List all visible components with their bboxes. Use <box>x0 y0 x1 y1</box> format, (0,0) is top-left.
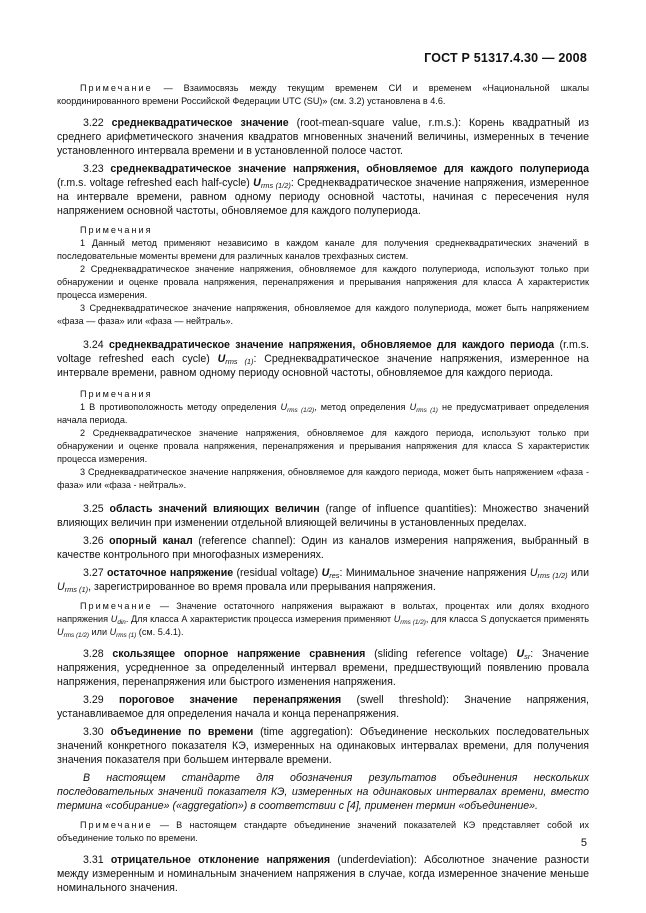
definition-3-24: 3.24 среднеквадратическое значение напряжения, обновляемое для каждого периода (r.m.s. voltage refreshed each cycle) $U_{rms (1)}$: Среднеквадратическое значение напряжения, измеренное на интервале времени, равном одному периоду основной частоты, обновляемое для каждого периода. <box>57 339 589 379</box>
definition-3-31: 3.31 отрицательное отклонение напряжения (underdeviation): Абсолютное значение разности между измеренным и номинальным значением напряжения в случае, когда измеренное значение меньше номинального значения. <box>57 854 590 894</box>
definition-3-27: 3.27 остаточное напряжение (residual voltage) $U_{res}$: Минимальное значение напряжения $U_{rms (1/2)}$ или $U_{rms (1)}$, зарегистрированное во время провала или прерывания напряжения. <box>57 567 589 594</box>
definition-3-28: 3.28 скользящее опорное напряжение сравнения (sliding reference voltage) $U_{sr}$: Значение напряжения, усредненное за определенный интервал времени, предшествующий появлению провала напряжения, перенапряжения или быстрого изменения напряжения. <box>57 648 589 688</box>
definition-3-29: 3.29 пороговое значение перенапряжения (swell threshold): Значение напряжения, устанавливаемое для определения начала и конца перенапряжения. <box>57 694 590 720</box>
notes-3-23-label: Примечания <box>80 225 153 235</box>
note-3-23-1: 1 Данный метод применяют независимо в каждом канале для получения среднеквадратических значений в последовательные моменты времени для различных каналов трехфазных систем. <box>57 238 589 261</box>
definition-3-25: 3.25 область значений влияющих величин (range of influence quantities): Множество значений влияющих величин при изменении отдельной влияющей величины в установленных пределах. <box>57 503 589 529</box>
note-3-24-2: 2 Среднеквадратическое значение напряжения, обновляемое для каждого периода, используют только при обнаружении и оценке провала напряжения, перенапряжения и прерывания напряжения для класса S характеристик процесса измерения. <box>57 428 589 464</box>
page-number: 5 <box>580 837 587 849</box>
note-3-27: Примечание — Значение остаточного напряжения выражают в вольтах, процентах или долях входного напряжения $U_{din}$. Для класса А характеристик процесса измерения применяют $U_{rms (1/2)}$, для класса S допускается применять $U_{rms (1/2)}$ или $U_{rms (1)}$ (см. 5.4.1). <box>57 601 589 639</box>
definition-3-26: 3.26 опорный канал (reference channel): Один из каналов измерения напряжения, выбранный в качестве контрольного при многофазных измерениях. <box>57 535 590 561</box>
page-body <box>57 82 589 895</box>
note-3-24-3: 3 Среднеквадратическое значение напряжения, обновляемое для каждого периода, может быть напряжением «фаза - фаза» или «фаза - нейтраль». <box>57 467 589 490</box>
note-utc: Примечание — Взаимосвязь между текущим временем СИ и временем «Национальной шкалы координированного времени Российской Федерации UTC (SU)» (см. 3.2) установлена в 4.6. <box>57 83 589 106</box>
note-3-30: Примечание — В настоящем стандарте объединение значений показателей КЭ представляет собой их объединение только по времени. <box>57 820 589 843</box>
definition-3-30: 3.30 объединение по времени (time aggregation): Объединение нескольких последовательных значений конкретного показателя КЭ, измеренных на одинаковых интервалах времени, для получения значения показателя при большем интервале времени. <box>57 726 590 766</box>
note-3-24-1: 1 В противоположность методу определения $U_{rms (1/2)}$, метод определения $U_{rms (1)}$ не предусматривает определения начала периода. <box>57 402 589 425</box>
document-header: ГОСТ Р 51317.4.30 — 2008 <box>424 51 587 65</box>
italic-note-aggregation: В настоящем стандарте для обозначения результатов объединения нескольких последовательных значений показателя КЭ, измеренных на одинаковых интервалах времени, вместо термина «собирание» («aggregation») в соответствии с [4], применен термин «объединение». <box>57 772 589 812</box>
definition-3-22: 3.22 среднеквадратическое значение (root-mean-square value, r.m.s.): Корень квадратный из среднего арифметического значения квадратов мгновенных значений величины, измеренных в течение установленного интервала времени и в установленной полосе частот. <box>57 117 589 157</box>
note-3-23-3: 3 Среднеквадратическое значение напряжения, обновляемое для каждого полупериода, может быть напряжением «фаза — фаза» или «фаза — нейтраль». <box>57 303 589 326</box>
note-3-23-2: 2 Среднеквадратическое значение напряжения, обновляемое для каждого полупериода, используют только при обнаружении и оценке провала напряжения, перенапряжения и прерывания напряжения для класса А характеристик процесса измерения. <box>57 264 589 300</box>
definition-3-23: 3.23 среднеквадратическое значение напряжения, обновляемое для каждого полупериода (r.m.s. voltage refreshed each half-cycle) $U_{rms (1/2)}$: Среднеквадратическое значение напряжения, измеренное на интервале времени, равном одному периоду основной частоты, начиная с пересечения нуля напряжением основной частоты, обновляемое для каждого полупериода. <box>57 163 590 217</box>
notes-3-24-label: Примечания <box>80 389 153 399</box>
